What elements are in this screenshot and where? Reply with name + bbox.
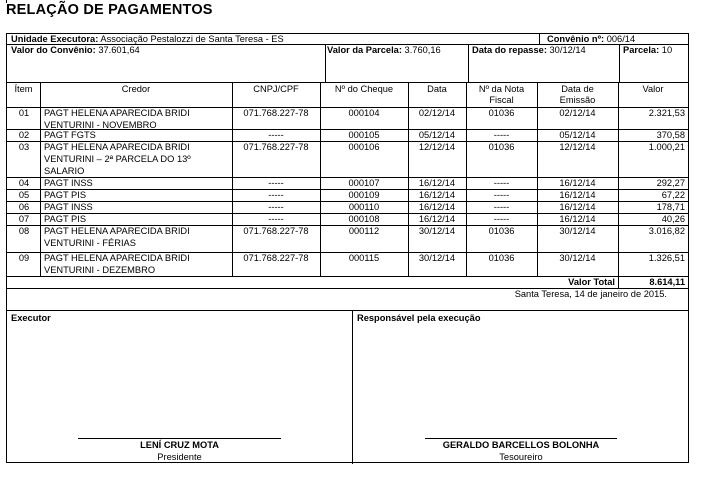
cell-nota: 01036 — [488, 142, 515, 152]
cell-data: 05/12/14 — [418, 130, 456, 140]
cell-data: 16/12/14 — [418, 202, 456, 212]
cell-nota: 01036 — [488, 108, 515, 118]
cell-credor-line: PAGT INSS — [44, 202, 93, 212]
executor-signature-line — [78, 438, 281, 439]
cell-credor-line: PAGT INSS — [44, 178, 93, 188]
convenio-number: Convênio nº: 006/14 — [547, 34, 636, 44]
valor-convenio: Valor do Convênio: 37.601,64 — [11, 45, 140, 55]
header-nota-fiscal: Nº da Nota Fiscal — [478, 84, 525, 105]
cell-cnpj: ----- — [268, 130, 284, 140]
cell-cnpj: ----- — [268, 190, 284, 200]
header-item: Ítem — [14, 84, 33, 94]
cell-item: 09 — [18, 253, 30, 263]
cell-credor-line: VENTURINI - NOVEMBRO — [44, 120, 157, 130]
cell-nota: ----- — [493, 178, 510, 188]
cell-item: 07 — [18, 214, 30, 224]
valor-parcela: Valor da Parcela: 3.760,16 — [327, 45, 441, 55]
cell-item: 01 — [18, 108, 30, 118]
cell-credor-line: PAGT PIS — [44, 190, 87, 200]
cell-item: 03 — [18, 142, 30, 152]
responsavel-role: Tesoureiro — [499, 452, 543, 462]
data-repasse: Data do repasse: 30/12/14 — [472, 45, 586, 55]
cell-data: 30/12/14 — [418, 226, 456, 236]
cell-item: 06 — [18, 202, 30, 212]
cell-cheque: 000107 — [348, 178, 380, 188]
cell-cnpj: ----- — [268, 202, 284, 212]
cell-cnpj: 071.768.227-78 — [243, 142, 309, 152]
cell-data: 16/12/14 — [418, 214, 456, 224]
header-credor: Credor — [121, 84, 151, 94]
cell-emissao: 02/12/14 — [559, 108, 596, 118]
cell-nota: ----- — [493, 214, 510, 224]
cell-cnpj: 071.768.227-78 — [243, 226, 309, 236]
cell-emissao: 30/12/14 — [559, 226, 596, 236]
cell-valor: 67,22 — [661, 190, 685, 200]
cell-valor: 3.016,82 — [648, 226, 685, 236]
cell-valor: 1.326,51 — [648, 253, 685, 263]
parcela-number: Parcela: 10 — [623, 45, 673, 55]
cell-cheque: 000105 — [348, 130, 380, 140]
header-cheque: Nº do Cheque — [334, 84, 394, 94]
cell-emissao: 16/12/14 — [559, 202, 596, 212]
cell-data: 02/12/14 — [418, 108, 456, 118]
cell-credor-line: PAGT PIS — [44, 214, 87, 224]
executor-label: Executor — [11, 313, 51, 323]
cell-credor-line: VENTURINI - DEZEMBRO — [44, 265, 156, 275]
cell-credor-line: VENTURINI - FÉRIAS — [44, 238, 136, 248]
responsavel-name: GERALDO BARCELLOS BOLONHA — [442, 440, 600, 450]
cell-cheque: 000112 — [348, 226, 380, 236]
cell-item: 05 — [18, 190, 30, 200]
total-label: Valor Total — [568, 277, 615, 287]
cell-cnpj: ----- — [268, 178, 284, 188]
cell-credor-line: PAGT HELENA APARECIDA BRIDI — [44, 108, 190, 118]
cell-item: 08 — [18, 226, 30, 236]
cell-emissao: 16/12/14 — [559, 214, 596, 224]
header-cnpj: CNPJ/CPF — [253, 84, 299, 94]
cell-emissao: 30/12/14 — [559, 253, 596, 263]
cell-cnpj: 071.768.227-78 — [243, 253, 309, 263]
cell-valor: 2.321,53 — [648, 108, 685, 118]
cell-valor: 1.000,21 — [648, 142, 685, 152]
cell-cheque: 000110 — [348, 202, 380, 212]
cell-data: 30/12/14 — [418, 253, 456, 263]
cell-credor-line: PAGT FGTS — [44, 130, 96, 140]
cell-emissao: 16/12/14 — [559, 190, 596, 200]
cell-cheque: 000108 — [348, 214, 380, 224]
cell-emissao: 16/12/14 — [559, 178, 596, 188]
cell-item: 04 — [18, 178, 30, 188]
cell-data: 16/12/14 — [418, 190, 456, 200]
payments-form — [6, 33, 689, 463]
cell-data: 12/12/14 — [418, 142, 456, 152]
cell-credor-line: PAGT HELENA APARECIDA BRIDI — [44, 226, 190, 236]
executor-role: Presidente — [157, 452, 202, 462]
cell-valor: 178,71 — [656, 202, 685, 212]
cell-credor-line: PAGT HELENA APARECIDA BRIDI — [44, 142, 190, 152]
cell-cnpj: ----- — [268, 214, 284, 224]
header-valor: Valor — [642, 84, 664, 94]
cell-cheque: 000106 — [348, 142, 380, 152]
responsavel-label: Responsável pela execução — [357, 313, 481, 323]
cell-nota: ----- — [493, 130, 510, 140]
cell-valor: 292,27 — [656, 178, 685, 188]
header-data: Data — [427, 84, 447, 94]
cell-credor-line: SALARIO — [44, 166, 85, 176]
cell-cnpj: 071.768.227-78 — [243, 108, 309, 118]
cell-item: 02 — [18, 130, 30, 140]
responsavel-signature-line — [425, 438, 617, 439]
cell-nota: 01036 — [488, 253, 515, 263]
cell-nota: 01036 — [488, 226, 515, 236]
cell-valor: 370,58 — [656, 130, 685, 140]
cell-emissao: 12/12/14 — [559, 142, 596, 152]
unidade-executora: Unidade Executora: Associação Pestalozzi de Santa Teresa - ES — [11, 34, 284, 44]
cell-valor: 40,26 — [661, 214, 685, 224]
cell-data: 16/12/14 — [418, 178, 456, 188]
cell-cheque: 000115 — [348, 253, 380, 263]
cell-credor-line: PAGT HELENA APARECIDA BRIDI — [44, 253, 190, 263]
executor-name: LENÍ CRUZ MOTA — [140, 440, 219, 450]
cell-cheque: 000104 — [348, 108, 380, 118]
header-data-emissao: Data de Emissão — [559, 84, 596, 105]
cell-cheque: 000109 — [348, 190, 380, 200]
cell-nota: ----- — [493, 190, 510, 200]
page-title: RELAÇÃO DE PAGAMENTOS — [6, 2, 213, 18]
cell-credor-line: VENTURINI – 2ª PARCELA DO 13º — [44, 154, 191, 164]
total-value: 8.614,11 — [649, 277, 685, 287]
cell-nota: ----- — [493, 202, 510, 212]
place-date: Santa Teresa, 14 de janeiro de 2015. — [514, 289, 667, 299]
cell-emissao: 05/12/14 — [559, 130, 596, 140]
